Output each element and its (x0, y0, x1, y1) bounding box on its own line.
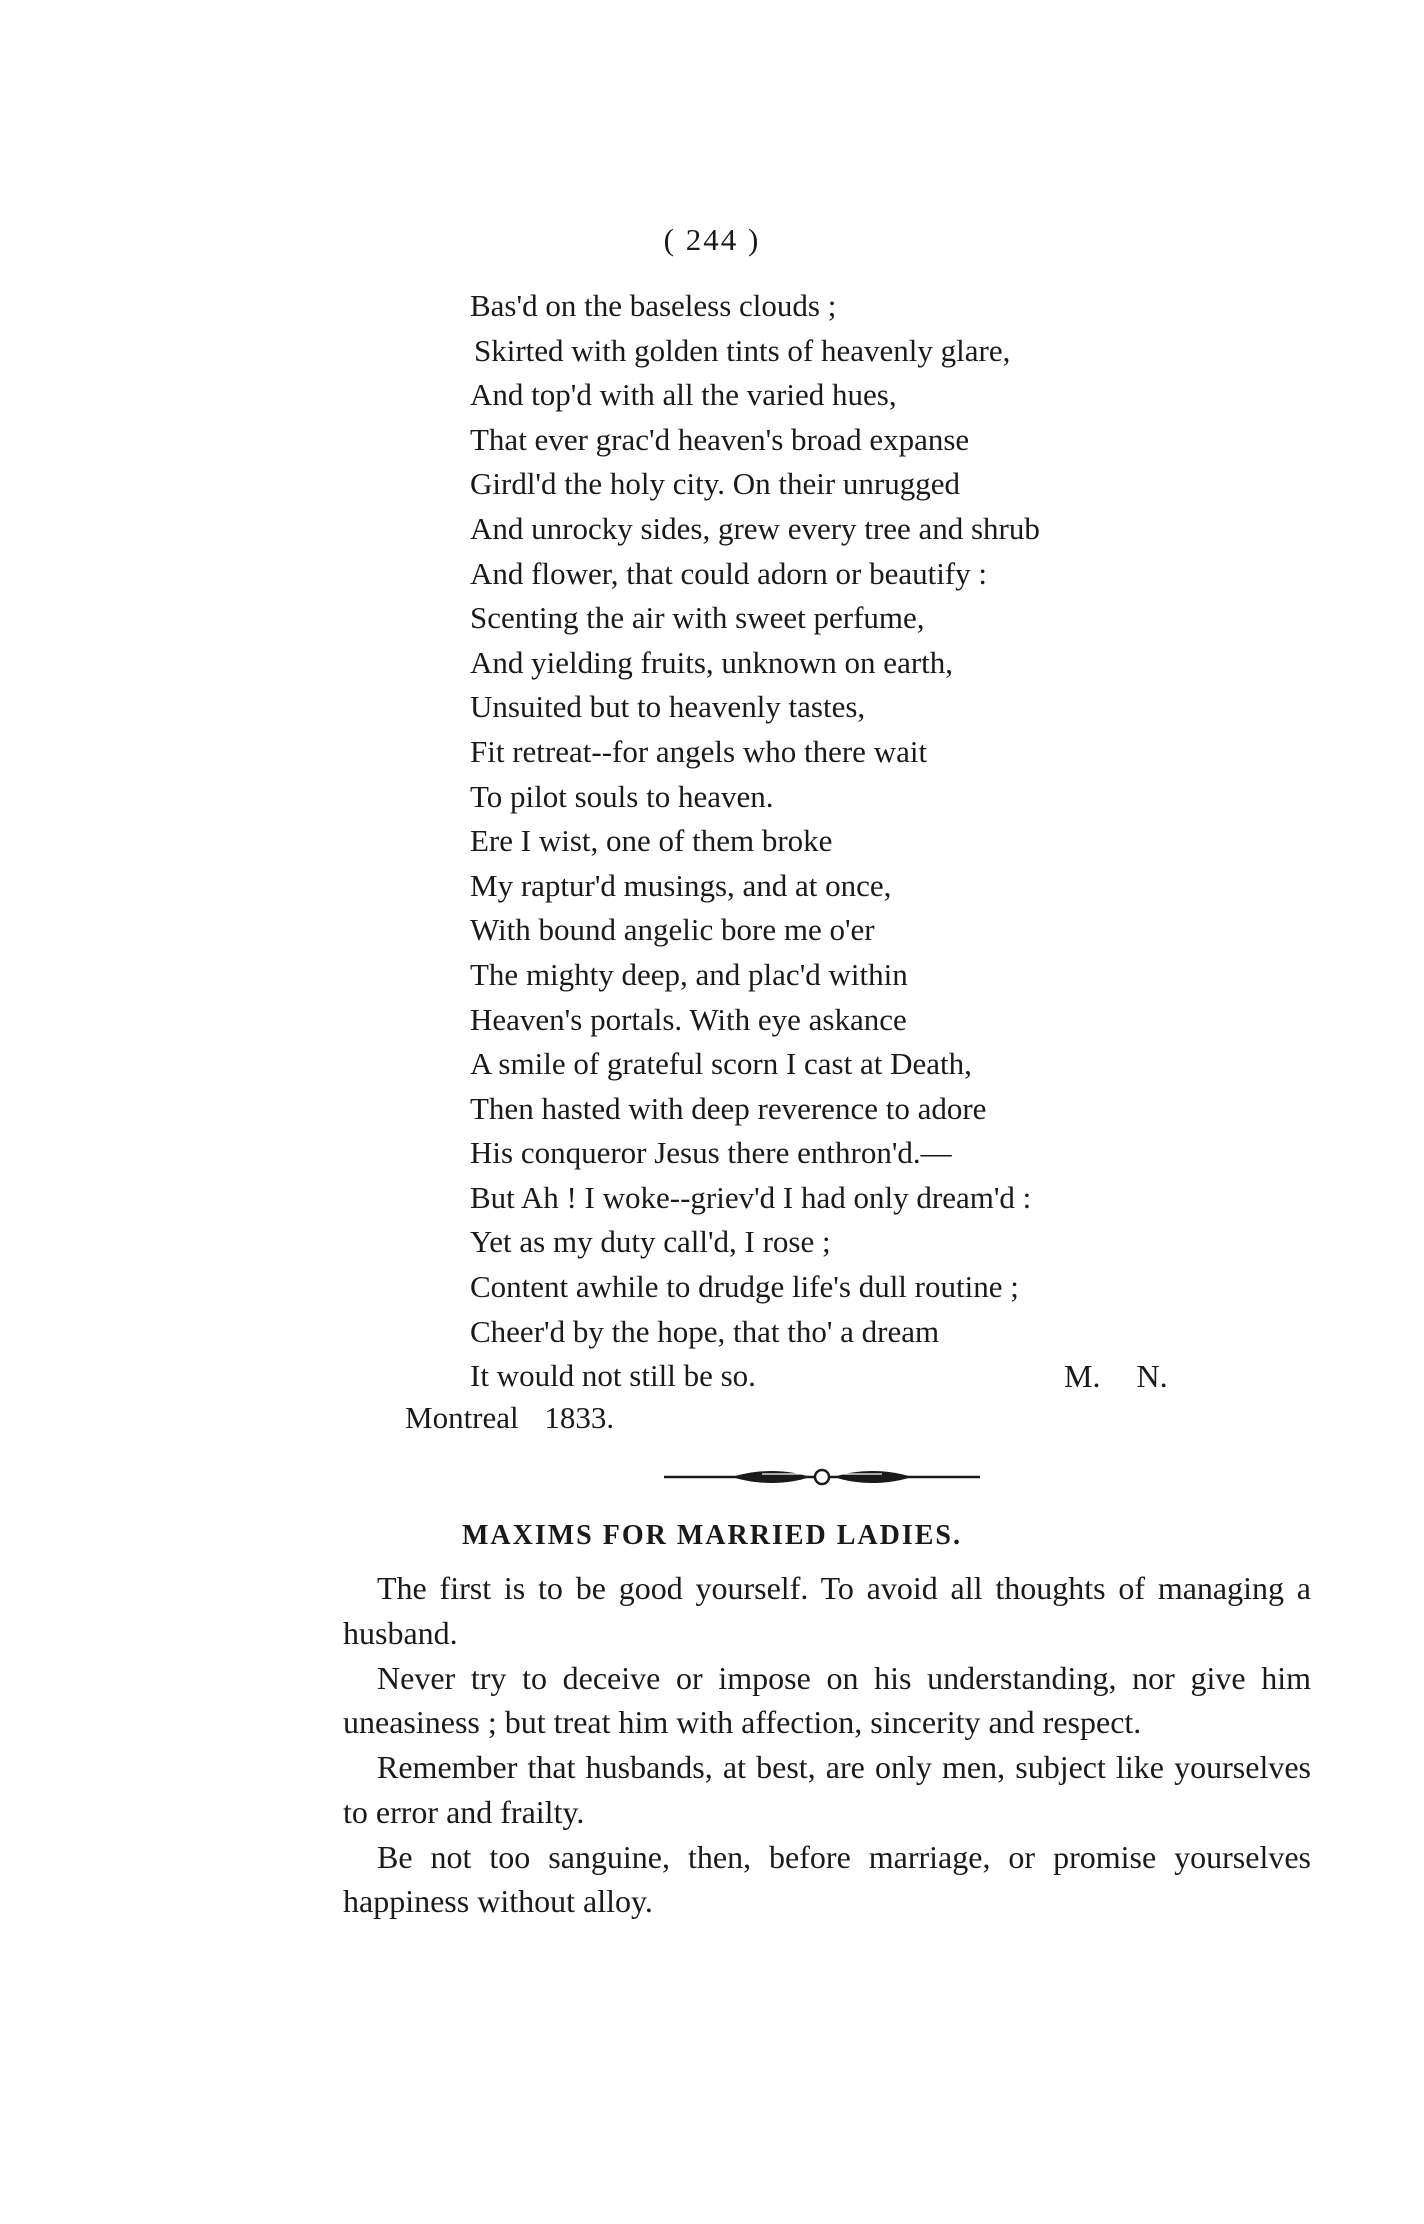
poem-line: And yielding fruits, unknown on earth, (470, 644, 954, 680)
maxim-paragraph: The first is to be good yourself. To avoid all thoughts of managing a husband. (343, 1570, 1311, 1651)
poem-line: Fit retreat--for angels who there wait (470, 733, 928, 769)
poem-signature: M. N. (1064, 1358, 1168, 1394)
poem-line: And top'd with all the varied hues, (470, 377, 897, 413)
poem-line: Ere I wist, one of them broke (470, 823, 833, 859)
article-heading: MAXIMS FOR MARRIED LADIES. (461, 1520, 962, 1551)
poem-line: My raptur'd musings, and at once, (470, 867, 892, 903)
poem-line: Content awhile to drudge life's dull routine ; (470, 1269, 1019, 1305)
poem-line: But Ah ! I woke--griev'd I had only dream'd : (470, 1179, 1032, 1215)
poem-line: And flower, that could adorn or beautify : (470, 555, 987, 591)
maxim-paragraph: Remember that husbands, at best, are only men, subject like yourselves to error and frailty. (343, 1749, 1311, 1830)
poem-line: To pilot souls to heaven. (470, 778, 774, 814)
poem-line: Cheer'd by the hope, that tho' a dream (470, 1313, 940, 1349)
poem-line: Skirted with golden tints of heavenly glare, (474, 332, 1011, 368)
maxim-paragraph: Never try to deceive or impose on his understanding, nor give him uneasiness ; but treat him with affection, sincerity and respect. (343, 1659, 1311, 1741)
poem-line: Scenting the air with sweet perfume, (470, 600, 925, 636)
poem-line: Then hasted with deep reverence to adore (470, 1090, 987, 1126)
poem-line: It would not still be so. (470, 1358, 756, 1394)
poem-place-date: Montreal 1833. (405, 1400, 615, 1435)
poem-line: And unrocky sides, grew every tree and shrub (470, 510, 1040, 546)
poem (470, 284, 1230, 1399)
poem-line: Girdl'd the holy city. On their unrugged (470, 466, 961, 502)
poem-line: Heaven's portals. With eye askance (470, 1001, 907, 1037)
maxim-paragraph: Be not too sanguine, then, before marriage, or promise yourselves happiness without alloy. (343, 1838, 1311, 1920)
poem-line: Yet as my duty call'd, I rose ; (470, 1224, 831, 1260)
poem-line: A smile of grateful scorn I cast at Death, (470, 1046, 972, 1082)
poem-line: His conqueror Jesus there enthron'd.— (470, 1135, 952, 1171)
page-number: ( 244 ) (663, 222, 761, 257)
poem-line: That ever grac'd heaven's broad expanse (470, 421, 970, 457)
article-body (343, 1566, 1311, 1924)
poem-line: Bas'd on the baseless clouds ; (470, 288, 837, 323)
poem-line: With bound angelic bore me o'er (470, 912, 875, 948)
poem-line: Unsuited but to heavenly tastes, (470, 689, 866, 725)
poem-line: The mighty deep, and plac'd within (470, 956, 908, 992)
ornament-divider-icon (662, 1462, 982, 1492)
